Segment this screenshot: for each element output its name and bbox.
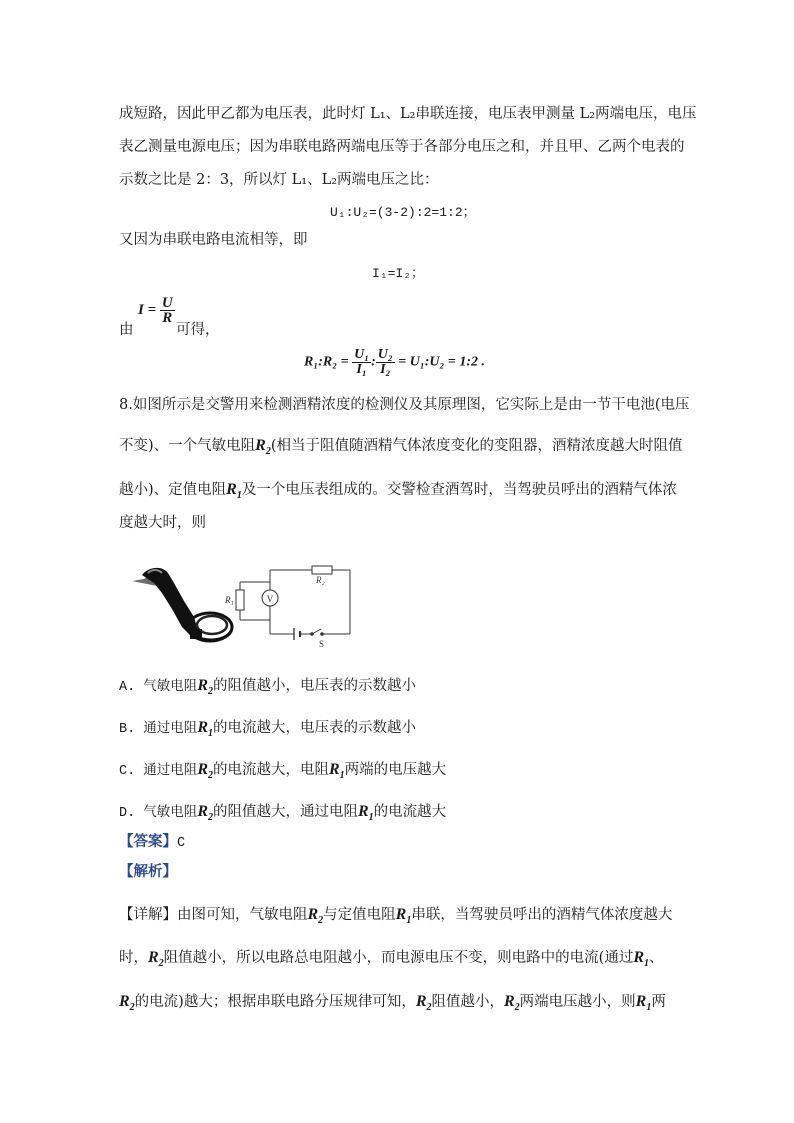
question-l2b: (相当于阻值随酒精气体浓度变化的变阻器，酒精浓度越大时阻值 — [270, 438, 683, 454]
detail-l2b: 阻值越小，所以电路总电阻越小，而电源电压不变，则电路中的电流(通过 — [163, 950, 634, 966]
analysis-label-text: 【解析】 — [119, 863, 177, 880]
detail-line-2 — [119, 948, 664, 974]
answer-value: C — [177, 836, 186, 851]
voltmeter-label: V — [266, 594, 274, 604]
detail-l1b: 与定值电阻 — [323, 907, 396, 923]
option-d-mid: 的阻值越大，通过电阻 — [212, 804, 358, 820]
switch-label: S — [319, 639, 325, 649]
option-d-pre: D. 气敏电阻 — [119, 806, 198, 821]
option-b-pre: B. 通过电阻 — [119, 722, 198, 737]
option-c-pre: C. 通过电阻 — [119, 764, 198, 779]
ohm-den: R — [162, 310, 173, 326]
option-c-post: 两端的电压越大 — [344, 762, 447, 778]
paragraph-line-1: 成短路，因此甲乙都为电压表，此时灯 L₁、L₂串联连接，电压表甲测量 L₂两端电压，电压 — [119, 106, 697, 122]
r1-symbol: $R_1$ — [395, 906, 412, 927]
answer-label: 【答案】 — [119, 833, 177, 850]
r2-symbol: $R_2$ — [415, 993, 432, 1014]
r2-symbol: $R_2$ — [148, 949, 164, 970]
r1-resistor — [236, 590, 244, 610]
r1-symbol: $R_1$ — [633, 949, 649, 970]
question-l3a: 越小)、定值电阻 — [119, 482, 227, 498]
detail-label: 【详解】 — [119, 907, 177, 923]
eq3-end: . — [481, 354, 486, 370]
r2-symbol: $R_2$ — [504, 993, 520, 1014]
ohm-lhs: I = — [138, 301, 157, 318]
r1-symbol: $R_1$ — [357, 803, 374, 824]
r1-symbol: $R_1$ — [328, 761, 345, 782]
option-c-mid: 的电流越大，电阻 — [212, 762, 329, 778]
r-letter: R — [226, 481, 237, 498]
paragraph-current-equal: 又因为串联电路电流相等，即 — [119, 232, 308, 248]
question-l2a: 不变)、一个气敏电阻 — [119, 438, 256, 454]
r1-symbol: $R_1$ — [197, 719, 213, 740]
r1-symbol: $R_1$ — [635, 993, 652, 1014]
option-b — [119, 718, 416, 744]
r2-symbol: $R_2$ — [119, 993, 135, 1014]
ohm-num: U — [161, 295, 173, 311]
detail-l3a: 的电流)越大；根据串联电路分压规律可知， — [134, 994, 416, 1010]
eq3-rhs: = U₁:U₂ = 1:2 — [398, 354, 479, 370]
circuit-diagram — [226, 556, 356, 652]
r-sub: 1 — [236, 490, 242, 502]
r2-symbol — [255, 437, 271, 458]
r-sub: 2 — [265, 446, 271, 458]
option-a-pre: A. 气敏电阻 — [119, 680, 198, 695]
r-letter: R — [255, 437, 266, 454]
eq3-f1-den: I₁ — [356, 362, 367, 377]
eq3-sep: : — [371, 354, 376, 370]
ohm-law-formula — [138, 296, 175, 325]
option-b-post: 的电流越大，电压表的示数越小 — [212, 720, 416, 736]
answer-line — [119, 832, 185, 854]
detail-l3c: 两端电压越小，则 — [519, 994, 636, 1010]
question-line-1: 8.如图所示是交警用来检测酒精浓度的检测仪及其原理图，它实际上是由一节干电池(电压 — [119, 397, 690, 413]
option-a-post: 的阻值越小，电压表的示数越小 — [212, 678, 416, 694]
analysis-label — [119, 862, 177, 882]
option-c — [119, 760, 446, 786]
detail-line-3 — [119, 992, 666, 1018]
detail-l2a: 时， — [119, 950, 148, 966]
detail-l1a: 由图可知，气敏电阻 — [177, 907, 308, 923]
detail-line-1 — [119, 905, 672, 931]
r2-symbol: $R_2$ — [197, 677, 213, 698]
detail-l3b: 阻值越小， — [431, 994, 504, 1010]
r2-symbol: $R_2$ — [307, 906, 324, 927]
option-d — [119, 802, 446, 828]
option-a — [119, 676, 416, 702]
eq3-f1-num: U₁ — [354, 347, 370, 362]
ohm-prefix: 由 — [119, 322, 134, 338]
eq3-lhs: R₁:R₂ = — [304, 354, 349, 370]
equation-voltage-ratio: U₁:U₂=(3-2):2=1:2； — [330, 205, 476, 220]
question-line-3 — [119, 480, 677, 506]
r2-resistor — [312, 566, 332, 574]
r2-symbol: $R_2$ — [197, 761, 213, 782]
r2-symbol: $R_2$ — [197, 803, 213, 824]
paragraph-line-3: 示数之比是 2：3，所以灯 L₁、L₂两端电压之比： — [119, 172, 439, 188]
r1-symbol — [226, 481, 242, 502]
paragraph-line-2: 表乙测量电源电压；因为串联电路两端电压等于各部分电压之和，并且甲、乙两个电表的 — [119, 139, 685, 155]
option-d-post: 的电流越大 — [373, 804, 447, 820]
eq3-f2-den: I₂ — [380, 362, 391, 377]
eq3-f2-num: U₂ — [377, 347, 393, 362]
question-line-4: 度越大时，则 — [119, 515, 206, 531]
question-l3b: 及一个电压表组成的。交警检查酒驾时，当驾驶员呼出的酒精气体浓 — [241, 482, 677, 498]
question-line-2 — [119, 436, 682, 462]
detail-l2c: 、 — [649, 950, 664, 966]
r2-label: R₂ — [316, 575, 325, 585]
ohm-suffix: 可得， — [176, 322, 220, 338]
equation-current-equal: I₁=I₂； — [372, 266, 425, 281]
r1-label: R₁ — [225, 595, 234, 605]
detail-l3d: 两 — [651, 994, 666, 1010]
detail-l1c: 串联，当驾驶员呼出的酒精气体浓度越大 — [411, 907, 673, 923]
equation-resistance-ratio — [304, 348, 485, 377]
